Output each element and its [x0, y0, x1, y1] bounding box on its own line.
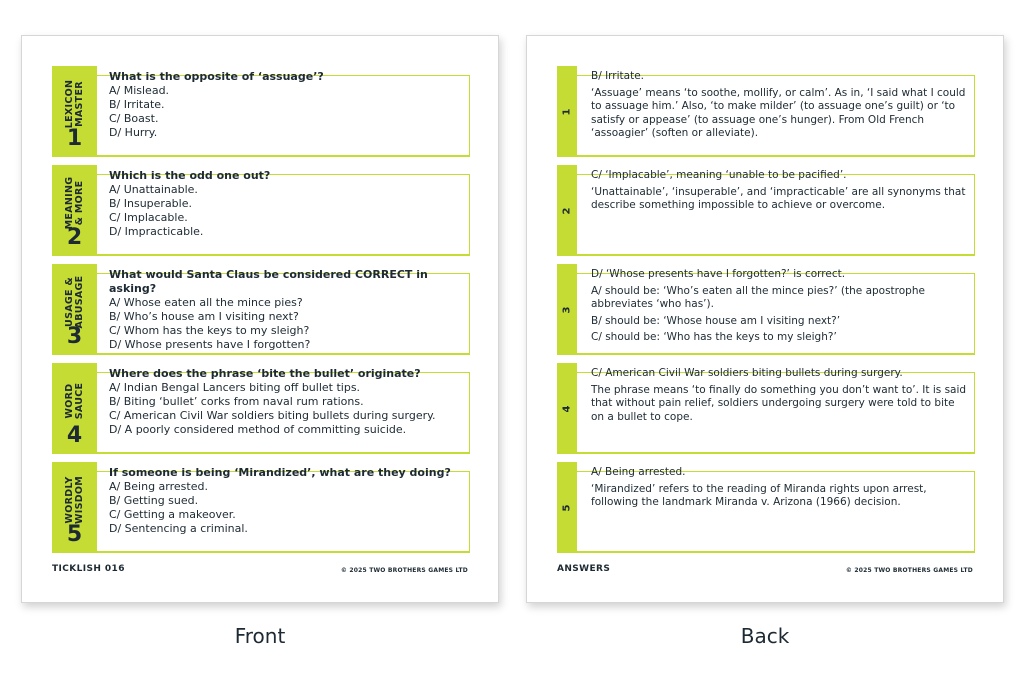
- category-label-line: USAGE &: [63, 277, 75, 328]
- category-label-line: LEXICON: [63, 79, 75, 129]
- category-label: [65, 476, 85, 524]
- question-text-block: [109, 367, 469, 437]
- answer-option: B/ Getting sued.: [109, 494, 199, 507]
- answer-row: [557, 66, 975, 157]
- question-number: 1: [66, 126, 83, 151]
- question-number: 4: [66, 423, 83, 448]
- answer-option: C/ Whom has the keys to my sleigh?: [109, 324, 310, 337]
- question-number: 5: [66, 522, 83, 547]
- question-text-block: [109, 268, 469, 352]
- answer-number: 5: [561, 504, 573, 511]
- answer-explanation: B/ should be: ‘Whose house am I visiting next?’: [591, 314, 841, 327]
- answer-number-tab: [557, 462, 577, 553]
- category-tab: [52, 264, 97, 355]
- correct-answer: C/ American Civil War soldiers biting bullets during surgery.: [591, 367, 903, 379]
- answer-option: D/ Hurry.: [109, 126, 158, 139]
- answer-row: [557, 165, 975, 256]
- correct-answer: C/ ‘Implacable’, meaning ‘unable to be pacified’.: [591, 169, 847, 181]
- question-text: What is the opposite of ‘assuage’?: [109, 70, 324, 83]
- answer-explanation: ‘Unattainable’, ‘insuperable’, and ‘impracticable’ are all synonyms that describe something impossible to achieve or overcome.: [591, 185, 966, 211]
- answer-explanation: The phrase means ‘to finally do something you don’t want to’. It is said that without pain relief, soldiers undergoing surgery were told to bite on a bullet to cope.: [591, 383, 967, 423]
- answer-option: D/ Whose presents have I forgotten?: [109, 338, 311, 351]
- question-number: 3: [66, 324, 83, 349]
- category-label-line: MEANING: [63, 176, 75, 230]
- answer-explanation: ‘Mirandized’ refers to the reading of Miranda rights upon arrest, following the landmark Miranda v. Arizona (1966) decision.: [591, 482, 927, 508]
- answer-option: C/ American Civil War soldiers biting bullets during surgery.: [109, 409, 436, 422]
- answer-option: B/ Who’s house am I visiting next?: [109, 310, 299, 323]
- category-label: [65, 80, 85, 129]
- answer-text-block: [591, 268, 969, 348]
- question-text-block: [109, 466, 469, 536]
- back-card: [526, 35, 1004, 603]
- answer-text-block: [591, 70, 969, 144]
- answer-option: A/ Indian Bengal Lancers biting off bullet tips.: [109, 381, 361, 394]
- answer-option: D/ Sentencing a criminal.: [109, 522, 248, 535]
- answer-option: A/ Mislead.: [109, 84, 170, 97]
- question-text: What would Santa Claus be considered CORRECT in asking?: [109, 268, 428, 295]
- correct-answer: B/ Irritate.: [591, 70, 645, 82]
- answers-label: ANSWERS: [557, 564, 611, 574]
- answer-option: A/ Whose eaten all the mince pies?: [109, 296, 303, 309]
- category-label-line: WORD: [63, 383, 75, 419]
- correct-answer: A/ Being arrested.: [591, 466, 686, 478]
- category-label-line: WISDOM: [73, 476, 85, 525]
- category-tab: [52, 363, 97, 454]
- copyright: © 2025 TWO BROTHERS GAMES LTD: [845, 567, 973, 574]
- answer-number-tab: [557, 264, 577, 355]
- category-label: [65, 383, 85, 420]
- answer-explanation: A/ should be: ‘Who’s eaten all the mince pies?’ (the apostrophe abbreviates ‘who has’).: [591, 284, 925, 310]
- category-label-line: SAUCE: [73, 382, 85, 420]
- answer-option: D/ Impracticable.: [109, 225, 204, 238]
- answer-text-block: [591, 466, 969, 513]
- question-text: Where does the phrase ‘bite the bullet’ originate?: [109, 367, 421, 380]
- answer-row: [557, 462, 975, 553]
- answer-option: A/ Being arrested.: [109, 480, 208, 493]
- category-label-line: MASTER: [73, 81, 85, 128]
- answer-number-tab: [557, 165, 577, 256]
- card-code: TICKLISH 016: [52, 564, 125, 574]
- question-text-block: [109, 169, 469, 239]
- question-text: Which is the odd one out?: [109, 169, 271, 182]
- answer-number: 4: [561, 405, 573, 412]
- answer-number: 2: [561, 207, 573, 214]
- question-row: [52, 264, 470, 355]
- answer-option: B/ Insuperable.: [109, 197, 192, 210]
- question-row: [52, 165, 470, 256]
- category-tab: [52, 462, 97, 553]
- front-caption: Front: [234, 624, 286, 648]
- category-tab: [52, 66, 97, 157]
- answer-option: B/ Irritate.: [109, 98, 165, 111]
- answer-number-tab: [557, 363, 577, 454]
- front-card: [21, 35, 499, 603]
- answer-text-block: [591, 367, 969, 427]
- answer-text-block: [591, 169, 969, 216]
- question-row: [52, 462, 470, 553]
- category-label-line: & MORE: [73, 180, 85, 226]
- answer-row: [557, 264, 975, 355]
- answer-number-tab: [557, 66, 577, 157]
- answer-row: [557, 363, 975, 454]
- copyright: © 2025 TWO BROTHERS GAMES LTD: [340, 567, 468, 574]
- answer-option: B/ Biting ‘bullet’ corks from naval rum rations.: [109, 395, 364, 408]
- category-label-line: WORDLY: [63, 476, 75, 524]
- question-row: [52, 363, 470, 454]
- answer-option: D/ A poorly considered method of committing suicide.: [109, 423, 407, 436]
- answer-explanation: ‘Assuage’ means ‘to soothe, mollify, or calm’. As in, ‘I said what I could to assuage him.’ Also, ‘to make milder’ (to assuage one’s guilt) or ‘to satisfy or appease’ (to assuage one’s hunger). From Old French ‘assoagier’ (soften or alleviate).: [591, 86, 966, 139]
- category-label-line: ABUSAGE: [73, 275, 85, 329]
- question-text: If someone is being ‘Mirandized’, what are they doing?: [109, 466, 451, 479]
- correct-answer: D/ ‘Whose presents have I forgotten?’ is correct.: [591, 268, 846, 280]
- answer-option: A/ Unattainable.: [109, 183, 198, 196]
- category-label: [65, 177, 85, 230]
- question-number: 2: [66, 225, 83, 250]
- answer-option: C/ Getting a makeover.: [109, 508, 236, 521]
- category-tab: [52, 165, 97, 256]
- question-text-block: [109, 70, 469, 140]
- back-caption: Back: [740, 624, 790, 648]
- category-label: [65, 276, 85, 329]
- answer-option: C/ Boast.: [109, 112, 159, 125]
- question-row: [52, 66, 470, 157]
- answer-number: 3: [561, 306, 573, 313]
- answer-explanation: C/ should be: ‘Who has the keys to my sleigh?’: [591, 331, 837, 343]
- answer-option: C/ Implacable.: [109, 211, 188, 224]
- answer-number: 1: [561, 108, 573, 115]
